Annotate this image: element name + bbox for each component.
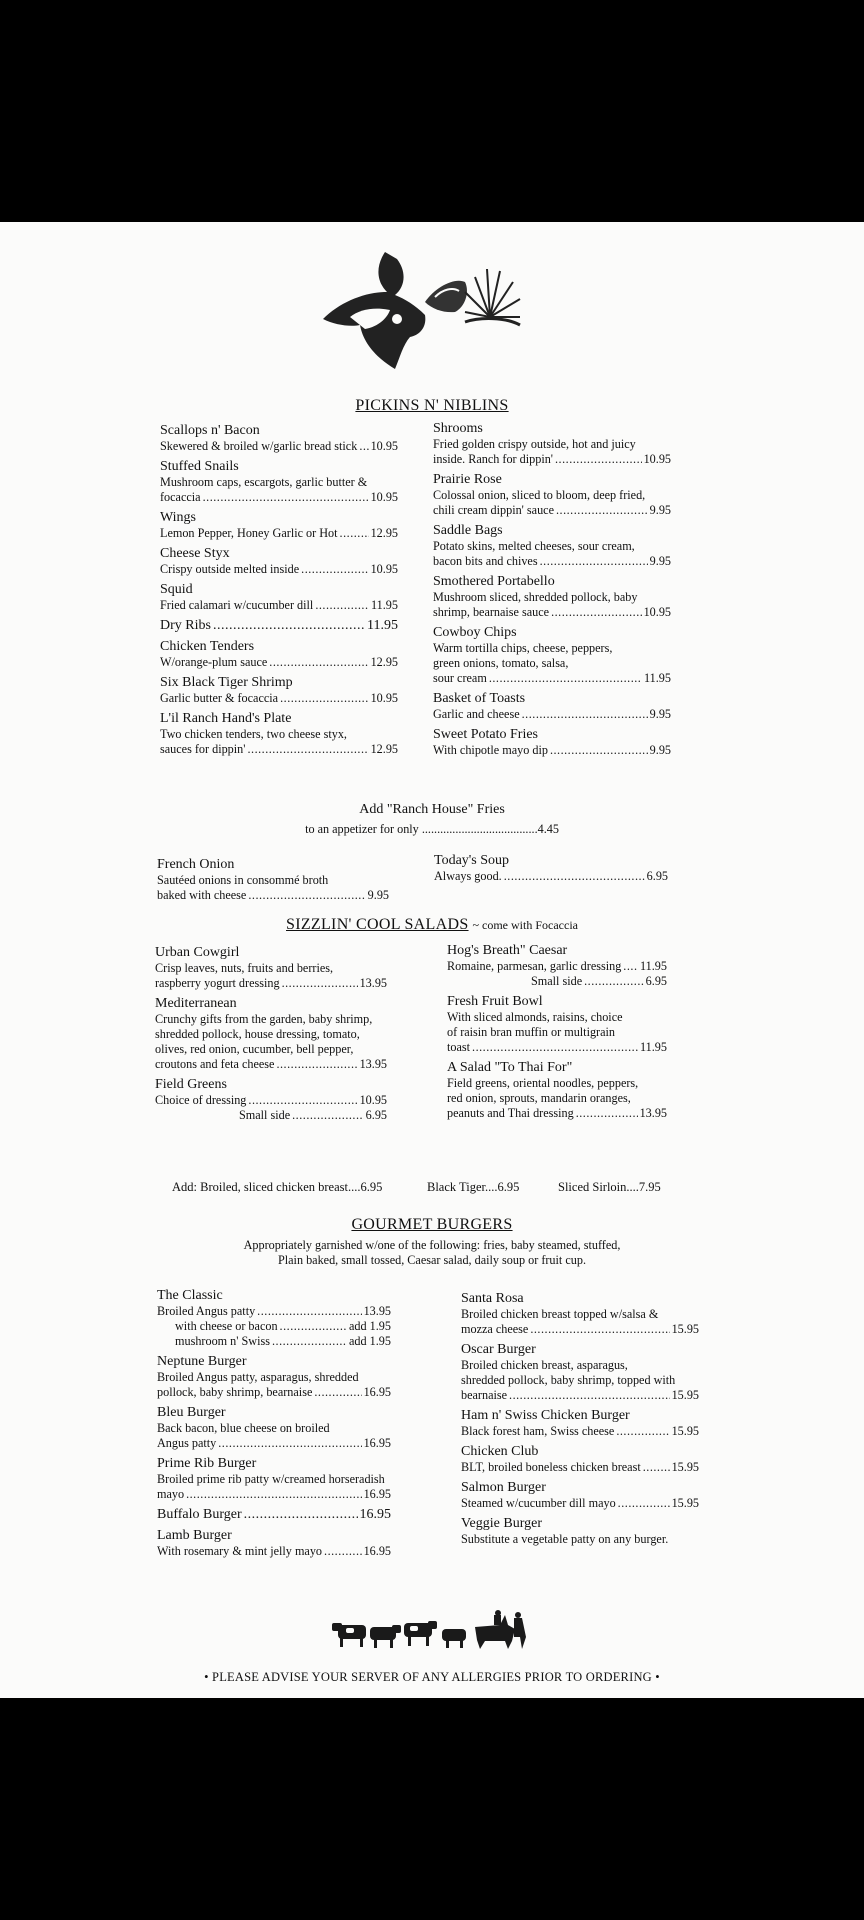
menu-item [160, 509, 398, 541]
menu-item [157, 1353, 391, 1400]
item-price-row: Choice of dressing ..... 10.95 [155, 1093, 387, 1108]
menu-page [0, 222, 864, 1698]
salads-right-column [447, 942, 667, 1125]
fries-addon-title: Add "Ranch House" Fries [359, 802, 505, 817]
item-price-row: Crispy outside melted inside ..... 10.95 [160, 562, 398, 577]
item-price-row: bearnaise ..... 15.95 [461, 1388, 699, 1403]
menu-item [461, 1443, 699, 1475]
item-name: Chicken Tenders [160, 639, 255, 654]
item-price-row: toast ..... 11.95 [447, 1040, 667, 1055]
item-name: Veggie Burger [461, 1516, 542, 1531]
menu-item [447, 942, 667, 989]
item-desc: Crisp leaves, nuts, fruits and berries, [155, 961, 334, 975]
item-name: French Onion [157, 857, 235, 872]
item-name: Squid [160, 582, 193, 597]
menu-item [155, 1076, 387, 1123]
menu-item [461, 1290, 699, 1337]
item-name: L'il Ranch Hand's Plate [160, 711, 292, 726]
menu-item [157, 1455, 391, 1502]
menu-item [157, 1287, 391, 1349]
item-name: Wings [160, 510, 196, 525]
menu-item [160, 638, 398, 670]
item-desc: Two chicken tenders, two cheese styx, [160, 727, 347, 741]
item-name: Basket of Toasts [433, 691, 526, 706]
section-title-appetizers: PICKINS N' NIBLINS [355, 397, 509, 414]
item-desc: red onion, sprouts, mandarin oranges, [447, 1091, 631, 1105]
item-price-row: W/orange-plum sauce ..... 12.95 [160, 655, 398, 670]
item-price-row: Fried calamari w/cucumber dill ..... 11.95 [160, 598, 398, 613]
item-price-row: chili cream dippin' sauce ..... 9.95 [433, 503, 671, 518]
salad-add-black-tiger: Black Tiger....6.95 [427, 1180, 520, 1194]
menu-item [160, 710, 398, 757]
item-sub-option: mushroom n' Swiss ..... add 1.95 [157, 1334, 391, 1349]
item-name: A Salad "To Thai For" [447, 1060, 573, 1075]
menu-item [461, 1341, 699, 1403]
item-name: Field Greens [155, 1077, 227, 1092]
item-desc: Mushroom sliced, shredded pollock, baby [433, 590, 638, 604]
item-desc: shredded pollock, house dressing, tomato, [155, 1027, 360, 1041]
item-name: Scallops n' Bacon [160, 423, 260, 438]
steer-skull-logo [315, 247, 530, 377]
item-price-row: Garlic butter & focaccia ..... 10.95 [160, 691, 398, 706]
appetizers-right-column [433, 420, 671, 762]
item-name: Today's Soup [434, 853, 510, 868]
item-name: Six Black Tiger Shrimp [160, 675, 293, 690]
menu-item [157, 1527, 391, 1559]
item-desc: Potato skins, melted cheeses, sour cream, [433, 539, 635, 553]
item-name: Fresh Fruit Bowl [447, 994, 543, 1009]
item-desc: green onions, tomato, salsa, [433, 656, 569, 670]
item-price-row: pollock, baby shrimp, bearnaise ..... 16.95 [157, 1385, 391, 1400]
item-price-row: sauces for dippin' ..... 12.95 [160, 742, 398, 757]
item-desc: Sautéed onions in consommé broth [157, 873, 329, 887]
item-name: Shrooms [433, 421, 483, 436]
menu-item [433, 471, 671, 518]
item-name: Cowboy Chips [433, 625, 517, 640]
item-price-row: raspberry yogurt dressing ..... 13.95 [155, 976, 387, 991]
item-price-row: Angus patty ..... 16.95 [157, 1436, 391, 1451]
item-name: Oscar Burger [461, 1342, 536, 1357]
item-small-side: Small side ..... 6.95 [447, 974, 667, 989]
menu-item [447, 993, 667, 1055]
menu-item [461, 1515, 699, 1547]
item-price-row: Steamed w/cucumber dill mayo ..... 15.95 [461, 1496, 699, 1511]
item-price-row: Garlic and cheese ..... 9.95 [433, 707, 671, 722]
item-price-row: focaccia ..... 10.95 [160, 490, 398, 505]
item-sub-option: with cheese or bacon ..... add 1.95 [157, 1319, 391, 1334]
allergy-notice: • PLEASE ADVISE YOUR SERVER OF ANY ALLERGIES PRIOR TO ORDERING • [204, 1670, 660, 1684]
item-price-row: BLT, broiled boneless chicken breast ..... 15.95 [461, 1460, 699, 1475]
item-desc: Broiled chicken breast topped w/salsa & [461, 1307, 659, 1321]
item-price-row: Skewered & broiled w/garlic bread stick ..... 10.95 [160, 439, 398, 454]
menu-item [160, 422, 398, 454]
item-name-price-row: Buffalo Burger ..... 16.95 [157, 1506, 391, 1523]
item-price-row: peanuts and Thai dressing ..... 13.95 [447, 1106, 667, 1121]
menu-item [461, 1407, 699, 1439]
burgers-right-column [461, 1290, 699, 1551]
burgers-left-column [157, 1287, 391, 1563]
item-name: Chicken Club [461, 1444, 539, 1459]
menu-item [160, 458, 398, 505]
section-title-salads: SIZZLIN' COOL SALADS ~ come with Focaccia [286, 916, 578, 933]
item-name: Cheese Styx [160, 546, 230, 561]
item-price-row: With chipotle mayo dip ..... 9.95 [433, 743, 671, 758]
soup-todays [434, 852, 668, 884]
item-name-price-row: Dry Ribs ..... 11.95 [160, 617, 398, 634]
item-desc: Broiled prime rib patty w/creamed horseradish [157, 1472, 385, 1486]
item-price-row: Always good. ..... 6.95 [434, 869, 668, 884]
item-name: Saddle Bags [433, 523, 503, 538]
item-desc: Mushroom caps, escargots, garlic butter & [160, 475, 368, 489]
item-price-row: inside. Ranch for dippin' ..... 10.95 [433, 452, 671, 467]
item-desc: Fried golden crispy outside, hot and juicy [433, 437, 636, 451]
item-name: Sweet Potato Fries [433, 727, 538, 742]
item-desc: Crunchy gifts from the garden, baby shrimp, [155, 1012, 373, 1026]
item-small-side: Small side ..... 6.95 [155, 1108, 387, 1123]
cattle-drive-illustration [330, 1607, 530, 1655]
item-name: Stuffed Snails [160, 459, 239, 474]
burger-garnish-note-2: Plain baked, small tossed, Caesar salad, daily soup or fruit cup. [277, 1253, 586, 1267]
item-price-row: mozza cheese ..... 15.95 [461, 1322, 699, 1337]
menu-item [157, 1404, 391, 1451]
item-name: Ham n' Swiss Chicken Burger [461, 1408, 630, 1423]
item-price-row: bacon bits and chives ..... 9.95 [433, 554, 671, 569]
menu-item [461, 1479, 699, 1511]
appetizers-left-column [160, 422, 398, 761]
menu-item [447, 1059, 667, 1121]
item-name: Prime Rib Burger [157, 1456, 257, 1471]
item-price-row: mayo ..... 16.95 [157, 1487, 391, 1502]
menu-item [160, 617, 398, 634]
soup-french-onion [157, 856, 389, 903]
item-name: Bleu Burger [157, 1405, 226, 1420]
item-desc: olives, red onion, cucumber, bell pepper, [155, 1042, 354, 1056]
item-price-row: baked with cheese ..... 9.95 [157, 888, 389, 903]
menu-item [160, 674, 398, 706]
menu-item [433, 726, 671, 758]
menu-item [155, 944, 387, 991]
section-title-burgers: GOURMET BURGERS [351, 1216, 513, 1233]
item-desc: Broiled Angus patty, asparagus, shredded [157, 1370, 359, 1384]
item-price-row: Broiled Angus patty ..... 13.95 [157, 1304, 391, 1319]
salad-add-sirloin: Sliced Sirloin....7.95 [558, 1180, 661, 1194]
item-name: Mediterranean [155, 996, 237, 1011]
item-name: Neptune Burger [157, 1354, 247, 1369]
item-name: Prairie Rose [433, 472, 502, 487]
salad-add-ons: Add: Broiled, sliced chicken breast....6.95 [172, 1180, 383, 1194]
item-price-row: Substitute a vegetable patty on any burger. [461, 1532, 669, 1546]
item-name: The Classic [157, 1288, 223, 1303]
item-desc: of raisin bran muffin or multigrain [447, 1025, 615, 1039]
item-desc: Back bacon, blue cheese on broiled [157, 1421, 330, 1435]
menu-item [433, 420, 671, 467]
menu-item [157, 1506, 391, 1523]
item-price-row: With rosemary & mint jelly mayo ..... 16.95 [157, 1544, 391, 1559]
item-name: Santa Rosa [461, 1291, 524, 1306]
menu-item [433, 624, 671, 686]
item-price-row: croutons and feta cheese ..... 13.95 [155, 1057, 387, 1072]
menu-item [160, 581, 398, 613]
item-desc: Field greens, oriental noodles, peppers, [447, 1076, 639, 1090]
item-name: Salmon Burger [461, 1480, 546, 1495]
item-name: Lamb Burger [157, 1528, 232, 1543]
salads-left-column [155, 944, 387, 1127]
menu-item [433, 573, 671, 620]
item-price-row: Black forest ham, Swiss cheese ..... 15.95 [461, 1424, 699, 1439]
item-desc: Warm tortilla chips, cheese, peppers, [433, 641, 613, 655]
item-price-row: shrimp, bearnaise sauce ..... 10.95 [433, 605, 671, 620]
item-desc: shredded pollock, baby shrimp, topped with [461, 1373, 676, 1387]
menu-item [160, 545, 398, 577]
item-price-row: Romaine, parmesan, garlic dressing ..... 11.95 [447, 959, 667, 974]
item-desc: Colossal onion, sliced to bloom, deep fried, [433, 488, 646, 502]
burger-garnish-note-1: Appropriately garnished w/one of the following: fries, baby steamed, stuffed, [243, 1238, 621, 1252]
item-name: Hog's Breath" Caesar [447, 943, 568, 958]
item-name: Smothered Portabello [433, 574, 555, 589]
menu-item [155, 995, 387, 1072]
menu-item [433, 522, 671, 569]
item-price-row: Lemon Pepper, Honey Garlic or Hot ..... 12.95 [160, 526, 398, 541]
fries-addon-line: to an appetizer for only ......................................4.45 [305, 822, 559, 836]
item-name: Urban Cowgirl [155, 945, 240, 960]
menu-item [433, 690, 671, 722]
item-desc: With sliced almonds, raisins, choice [447, 1010, 623, 1024]
item-desc: Broiled chicken breast, asparagus, [461, 1358, 628, 1372]
item-price-row: sour cream ..... 11.95 [433, 671, 671, 686]
